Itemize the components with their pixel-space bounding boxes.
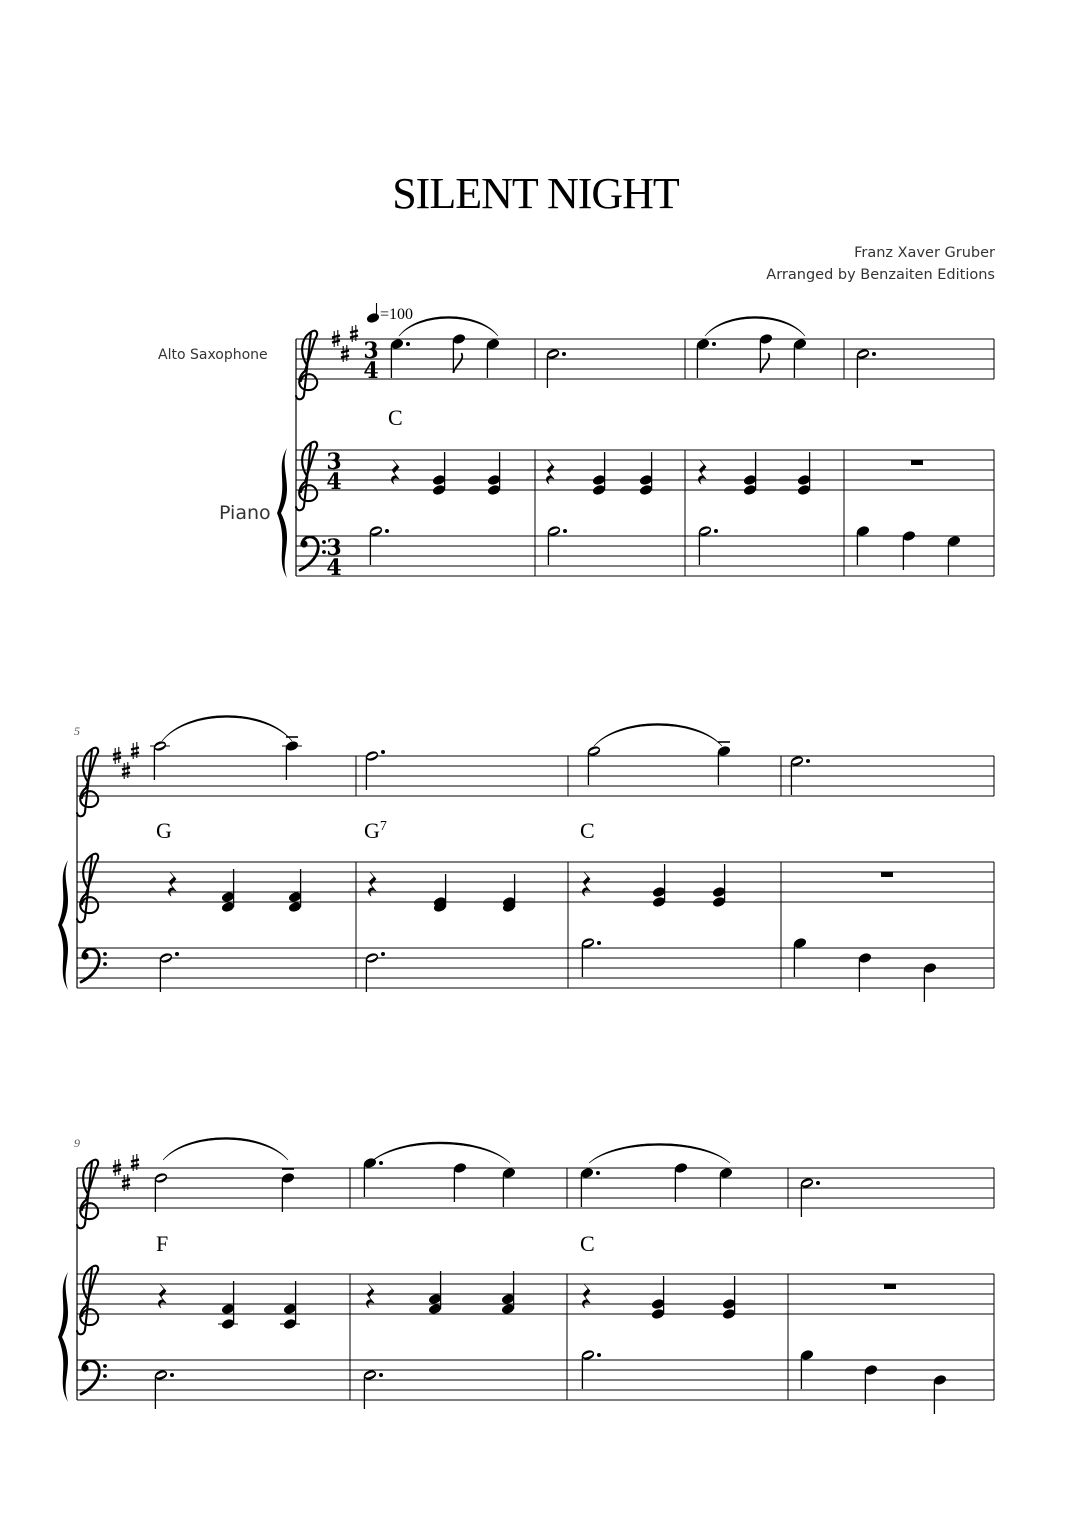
dot (563, 529, 567, 533)
dot (596, 1171, 600, 1175)
measure-number: 5 (74, 724, 80, 738)
dot (712, 342, 716, 346)
chord-symbol: G (156, 818, 172, 843)
score-title: SILENT NIGHT (392, 169, 679, 218)
time-signature-top: 3 (326, 535, 342, 561)
piano-brace (58, 1272, 68, 1402)
arranger-credit: Arranged by Benzaiten Editions (766, 267, 995, 283)
dot (597, 941, 601, 945)
piano-brace (58, 860, 68, 990)
slur (399, 317, 498, 337)
slur (370, 1142, 510, 1163)
treble-clef-icon (77, 748, 98, 817)
dot (381, 750, 385, 754)
bass-clef-icon (81, 1361, 107, 1394)
dot (406, 342, 410, 346)
whole-rest (881, 872, 893, 877)
piano-bass-staff (77, 948, 994, 988)
tempo-quarter-note (366, 312, 381, 324)
dot (175, 952, 179, 956)
chord-symbol: F (156, 1231, 169, 1256)
dot (170, 1373, 174, 1377)
dot (381, 952, 385, 956)
slur (589, 1144, 730, 1164)
dot (806, 759, 810, 763)
piano-bass-staff (296, 536, 994, 576)
treble-clef-icon (77, 1266, 98, 1335)
sax-staff (77, 1168, 994, 1208)
treble-clef-icon (77, 854, 98, 923)
slur (705, 317, 805, 337)
dot (872, 352, 876, 356)
whole-rest (911, 460, 923, 465)
time-signature-bottom: 4 (326, 469, 342, 495)
sax-staff (77, 756, 994, 796)
whole-rest (884, 1284, 896, 1289)
dot (816, 1181, 820, 1185)
instrument-name-piano: Piano (219, 502, 271, 524)
measure-number: 9 (74, 1136, 80, 1150)
dot (385, 529, 389, 533)
time-signature-top: 3 (326, 449, 342, 475)
treble-clef-icon (77, 1160, 98, 1229)
dot (562, 352, 566, 356)
instrument-name-sax: Alto Saxophone (158, 347, 268, 363)
slur (594, 724, 722, 747)
bass-clef-icon (81, 949, 107, 982)
piano-bass-staff (77, 1360, 994, 1400)
slur (162, 716, 292, 742)
time-signature-bottom: 4 (326, 555, 342, 581)
tempo-marking: =100 (380, 306, 414, 323)
piano-treble-staff (77, 862, 994, 902)
time-signature-top: 3 (363, 338, 379, 364)
dot (379, 1161, 383, 1165)
chord-symbol: C (580, 1231, 595, 1256)
treble-clef-icon (296, 331, 317, 400)
dot (597, 1353, 601, 1357)
bass-clef-icon (300, 537, 326, 570)
composer-credit: Franz Xaver Gruber (854, 245, 995, 261)
treble-clef-icon (296, 442, 317, 511)
chord-symbol: C (580, 818, 595, 843)
chord-symbol: $G^7$ (364, 818, 387, 843)
chord-symbol: C (388, 405, 403, 430)
note-flag (453, 353, 462, 373)
note-flag (760, 353, 769, 373)
dot (379, 1373, 383, 1377)
dot (714, 529, 718, 533)
time-signature-bottom: 4 (363, 358, 379, 384)
piano-brace (277, 448, 287, 578)
piano-treble-staff (77, 1274, 994, 1314)
slur (163, 1138, 288, 1161)
